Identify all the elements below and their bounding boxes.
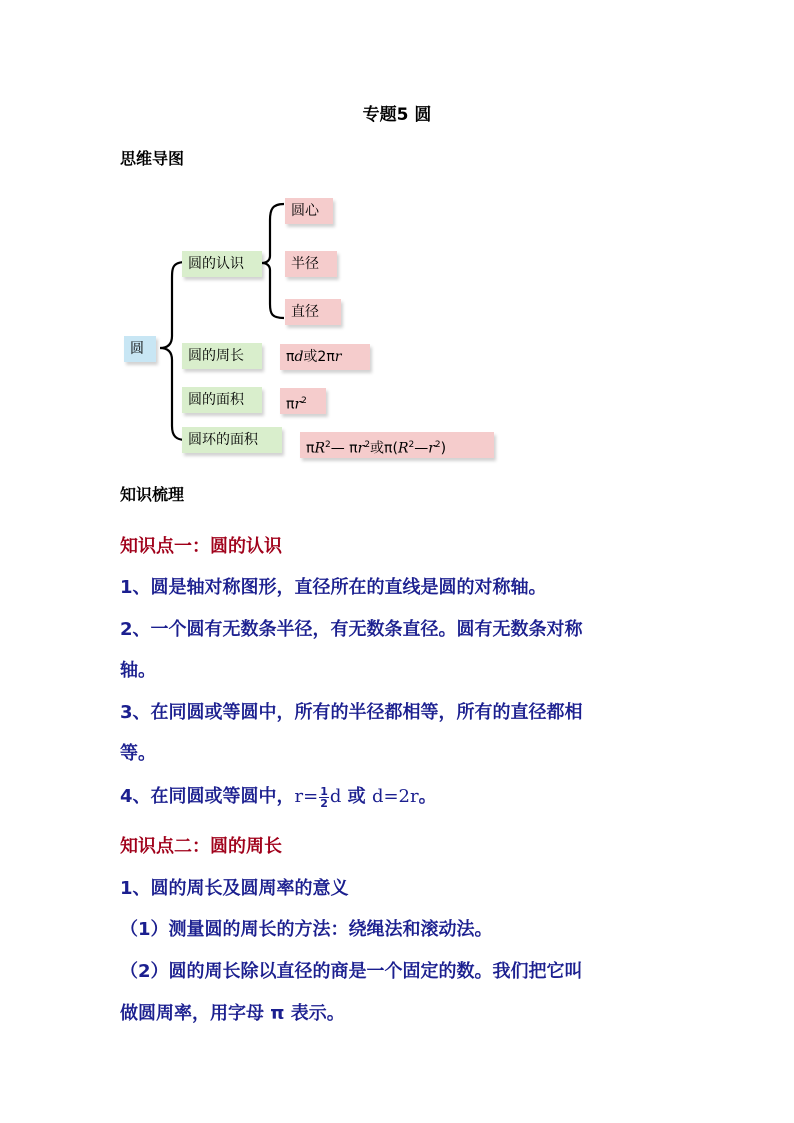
formula-text: r= [294,786,319,807]
formula-var: r [428,440,435,457]
formula-sup: 2 [301,396,307,406]
formula-text: ) [440,440,447,457]
kp1-heading: 知识点一：圆的认识 [120,536,282,557]
formula-text: π [286,396,295,413]
mind-map-braces [0,0,794,470]
knowledge-heading: 知识梳理 [120,485,185,504]
formula-text: d [329,786,342,807]
formula-text: π [286,349,295,365]
branch-ring-area: 圆环的面积 [182,427,282,453]
fraction-numerator: 1 [320,784,328,798]
formula-var: r [294,396,302,413]
line-text: 。 [418,786,437,807]
branch-circumference: 圆的周长 [182,343,262,369]
line-text: 或 [341,786,372,807]
formula-var: r [357,440,365,457]
formula-var: r [334,349,342,365]
leaf-center: 圆心 [285,198,333,224]
formula-var: R [397,440,409,457]
leaf-radius: 半径 [285,251,337,277]
formula-text: π [306,440,315,457]
leaf-diameter: 直径 [285,299,341,325]
area-formula [280,388,326,414]
mindmap-heading: 思维导图 [120,149,185,168]
kp1-line-4 [120,782,437,809]
formula-sup: 2 [408,440,415,450]
formula-sup: 2 [324,440,331,450]
fraction-denominator: 2 [320,796,328,810]
kp1-line: 1、圆是轴对称图形，直径所在的直线是圆的对称轴。 [120,577,547,598]
formula-sup: 2 [434,440,441,450]
line-text: 4、在同圆或等圆中， [120,786,295,807]
kp2-line: 做圆周率，用字母 π 表示。 [120,1003,345,1024]
kp2-heading: 知识点二：圆的周长 [120,836,282,857]
branch1-brace [262,204,284,318]
ring-area-formula [300,432,494,458]
kp2-line: （1）测量圆的周长的方法：绕绳法和滚动法。 [120,919,493,940]
formula-text: 或π( [370,440,398,457]
kp1-line: 3、在同圆或等圆中，所有的半径都相等，所有的直径都相 [120,702,583,723]
kp2-line: （2）圆的周长除以直径的商是一个固定的数。我们把它叫 [120,961,583,982]
formula-text: — π [330,440,358,457]
root-node: 圆 [124,336,156,362]
kp1-line: 等。 [120,743,156,764]
circumference-formula [280,344,370,370]
formula-text: 或2π [303,349,335,365]
kp1-line: 2、一个圆有无数条半径，有无数条直径。圆有无数条对称 [120,619,583,640]
kp1-line: 轴。 [120,660,156,681]
formula-sup: 2 [364,440,371,450]
kp2-line: 1、圆的周长及圆周率的意义 [120,878,349,899]
formula-text: — [414,440,429,457]
formula-var: d [294,349,304,365]
fraction-half [319,786,329,809]
branch-area: 圆的面积 [182,387,262,413]
formula-var: R [314,440,325,457]
page-title: 专题5 圆 [362,105,432,125]
formula-text: d=2r [371,786,419,807]
branch-circle-recognition: 圆的认识 [182,251,262,277]
mind-map [0,0,794,470]
